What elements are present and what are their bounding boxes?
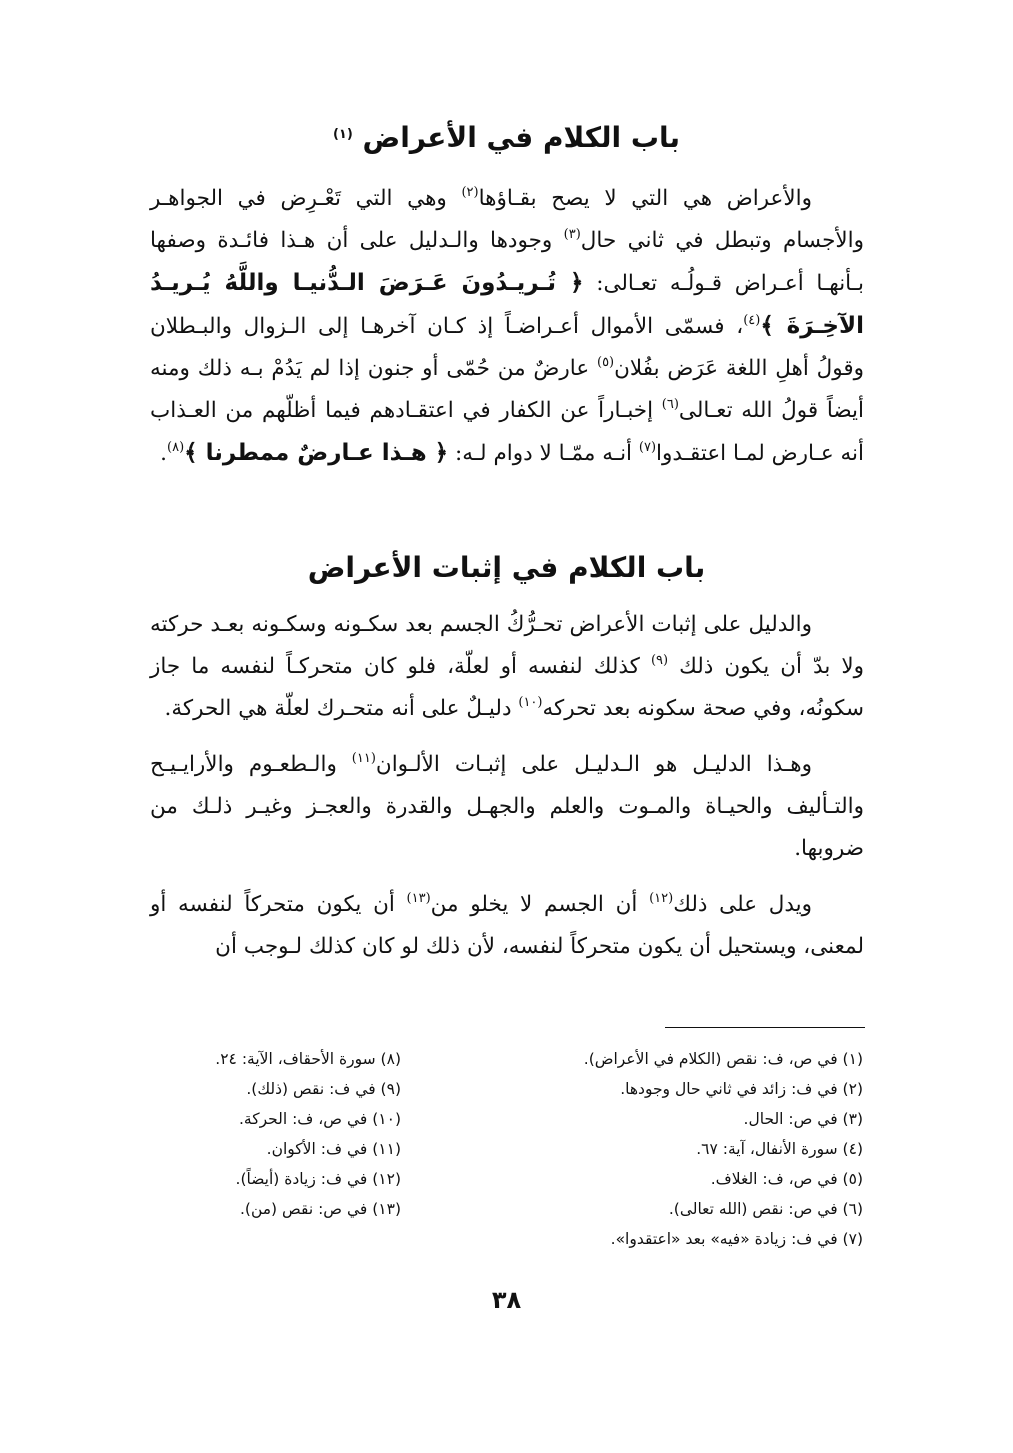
footnote: (٤) سورة الأنفال، آية: ٦٧. bbox=[696, 1140, 863, 1158]
footnote: (٢) في ف: زائد في ثاني حال وجودها. bbox=[620, 1080, 863, 1098]
section-body-proof bbox=[150, 604, 864, 968]
footnote-ref: (١١) bbox=[351, 751, 376, 766]
footnote-ref: (١) bbox=[332, 127, 353, 142]
footnote: (١٠) في ص، ف: الحركة. bbox=[238, 1110, 401, 1128]
footnote: (٦) في ص: نقص (الله تعالى). bbox=[668, 1200, 863, 1218]
footnote-ref: (٣) bbox=[563, 227, 581, 242]
text-run: كذلك لنفسه أو لعلّة، فلو كان متحركـاً لنفسه ما جاز سكونُه، وفي صحة سكونه بعد تحركه bbox=[150, 654, 864, 721]
footnote-ref: (١٣) bbox=[406, 891, 431, 906]
footnote: (٧) في ف: زيادة «فيه» بعد «اعتقدوا». bbox=[610, 1230, 863, 1248]
footnote: (٣) في ص: الحال. bbox=[743, 1110, 863, 1128]
quran-verse: ﴿ تُـريـدُونَ عَـرَضَ الـدُّنيـا واللَّهُ يُـريـدُ الآخِـرَةَ ﴾ bbox=[150, 270, 864, 339]
text-run: أن الجسم لا يخلو من bbox=[430, 892, 650, 917]
text-run: وهـذا الدليـل هو الـدليـل على إثبـات الألـوان bbox=[375, 752, 812, 777]
paragraph bbox=[150, 178, 864, 475]
footnote: (١) في ص، ف: نقص (الكلام في الأعراض). bbox=[583, 1050, 863, 1068]
text-run: أنـه ممّـا لا دوام لـه: bbox=[448, 441, 639, 466]
footnote-ref: (١٢) bbox=[649, 891, 674, 906]
footnote: (٩) في ف: نقص (ذلك). bbox=[246, 1080, 401, 1098]
text-run: ، فسمّى الأموال أعـراضـاً إذ كـان آخرهـا إلى الـزوال والبـطلان وقولُ أهلِ اللغة عَرَض بفُلان bbox=[150, 314, 864, 381]
footnote: (١٣) في ص: نقص (من). bbox=[239, 1200, 401, 1218]
section-title-text: باب الكلام في الأعراض bbox=[362, 121, 681, 154]
text-run: والأعراض هي التي لا يصح بقـاؤها bbox=[478, 186, 812, 211]
text-run: . bbox=[160, 441, 168, 466]
text-run: والـطعـوم والأرايـيـح والتـأليف والحيـاة والمـوت والعلم والجهـل والقدرة والعجـز وغيـر ذلـك من ضروبها. bbox=[150, 752, 864, 861]
footnote-ref: (٨) bbox=[167, 440, 185, 455]
footnote-ref: (٧) bbox=[638, 440, 657, 455]
text-run: وجودها والـدليل على أن هـذا فائـدة وصفها بـأنهـا أعـراض قـولُـه تعـالى: bbox=[150, 228, 865, 296]
footnote-ref: (٢) bbox=[461, 185, 479, 200]
footnote-ref: (١٠) bbox=[518, 695, 543, 710]
footnote: (٥) في ص، ف: الغلاف. bbox=[710, 1170, 863, 1188]
section-title-accidents bbox=[150, 118, 863, 158]
quran-verse: ﴿ هـذا عـارضٌ ممطرنا ﴾ bbox=[184, 440, 449, 466]
paragraph bbox=[150, 884, 864, 968]
footnotes-right-column bbox=[533, 1044, 863, 1254]
section-title-proof bbox=[150, 548, 863, 588]
footnote-ref: (٩) bbox=[650, 653, 669, 668]
text-run: أن يكون متحركاً لنفسه أو لمعنى، ويستحيل أن يكون متحركاً لنفسه، لأن ذلك لو كان كذلك لـوجب أن bbox=[150, 892, 864, 959]
text-run: إخبـاراً عن الكفار في اعتقـادهم فيما أظلّهم من العـذاب أنه عـارض لمـا اعتقـدوا bbox=[150, 398, 864, 466]
paragraph bbox=[150, 604, 864, 730]
page-number: ٣٨ bbox=[491, 1286, 522, 1314]
text-run: دليـلٌ على أنه متحـرك لعلّة هي الحركة. bbox=[164, 696, 519, 721]
paragraph bbox=[150, 744, 864, 870]
footnote-ref: (٥) bbox=[596, 355, 615, 370]
text-run: والدليل على إثبات الأعراض تحـرُّكُ الجسم بعد سكـونه وسكـونه بعـد حركته ولا بدّ أن يكون ذلك bbox=[150, 612, 864, 679]
footnote: (١٢) في ف: زيادة (أيضاً). bbox=[235, 1170, 401, 1188]
text-run: وهي التي تَعْـرِض في الجواهـر والأجسام وتبطل في ثاني حال bbox=[150, 186, 864, 253]
footnote-divider bbox=[665, 1027, 865, 1028]
footnotes-left-column bbox=[151, 1044, 401, 1224]
section-title-text: باب الكلام في إثبات الأعراض bbox=[307, 551, 706, 584]
text-run: ويدل على ذلك bbox=[673, 892, 812, 917]
footnote-ref: (٦) bbox=[661, 397, 679, 412]
footnote-ref: (٤) bbox=[743, 313, 761, 328]
footnote: (٨) سورة الأحقاف، الآية: ٢٤. bbox=[215, 1050, 401, 1068]
text-run: عارضٌ من حُمّى أو جنون إذا لم يَدُمْ بـه ذلك ومنه أيضاً قولُ الله تعـالى bbox=[150, 356, 865, 423]
footnote: (١١) في ف: الأكوان. bbox=[266, 1140, 401, 1158]
section-body-accidents bbox=[150, 178, 864, 475]
